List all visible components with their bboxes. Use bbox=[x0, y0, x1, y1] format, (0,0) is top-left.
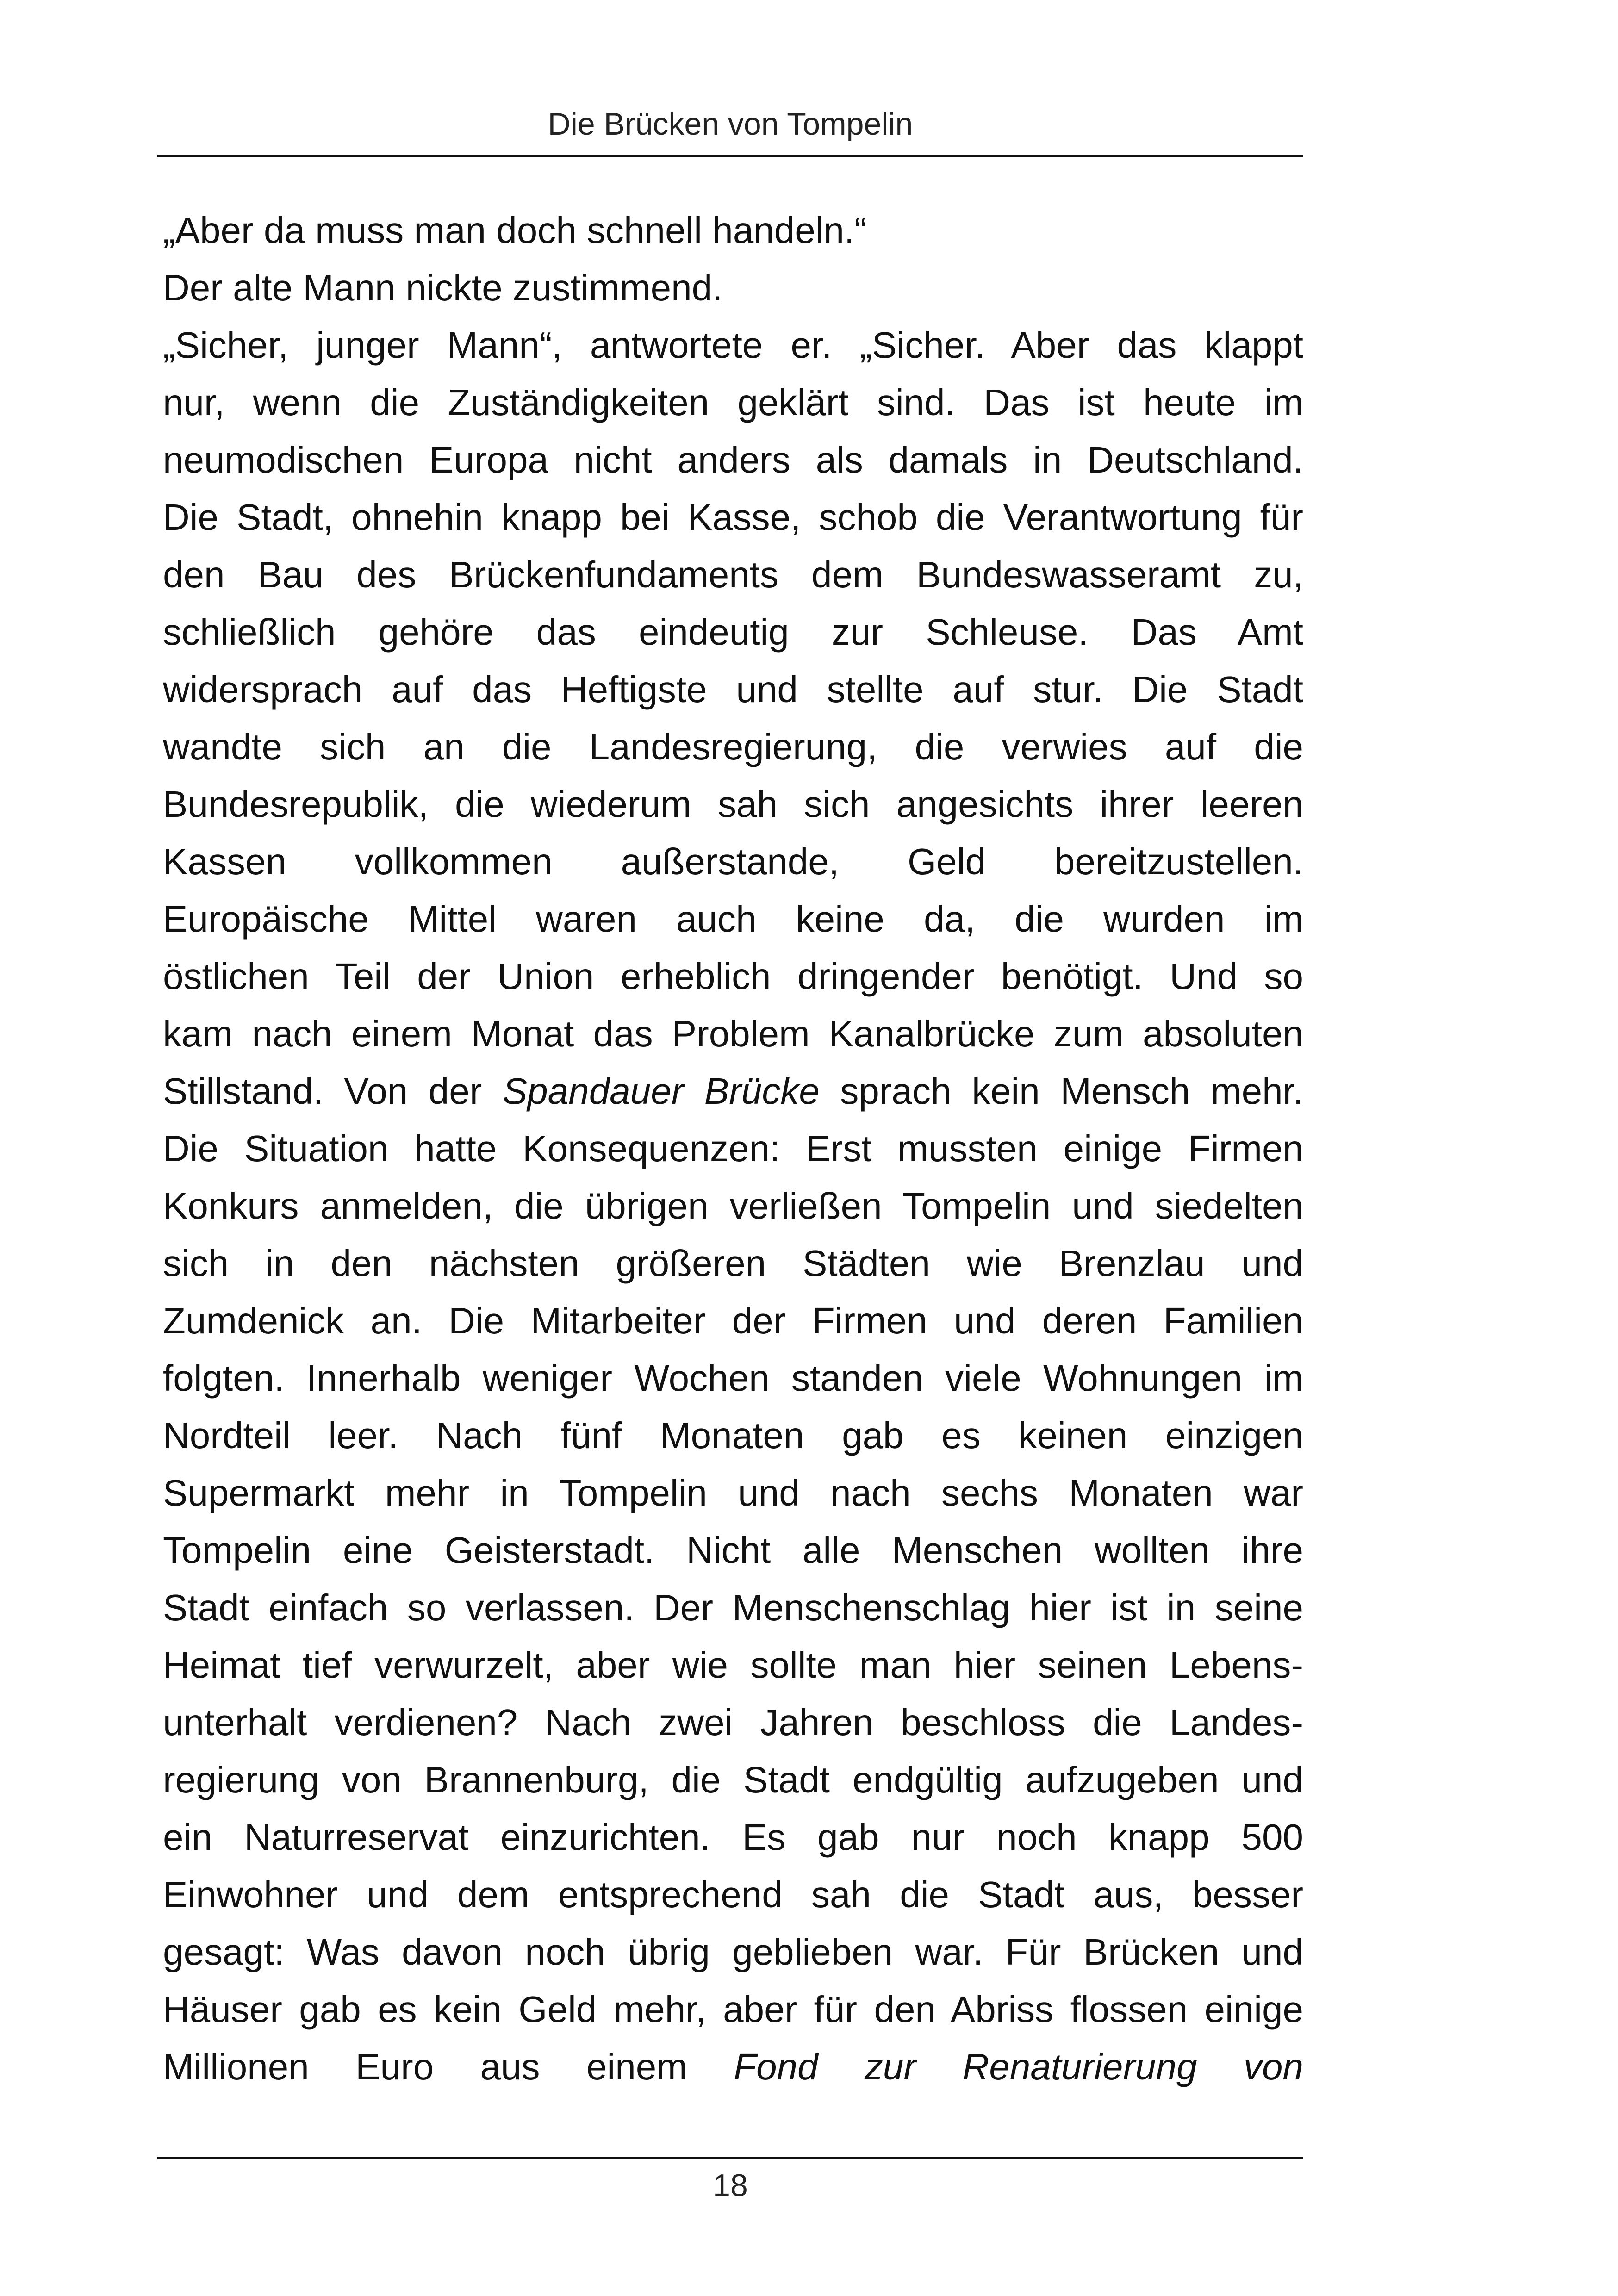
text-line: neumodischen Europa nicht anders als damals in Deutschland. bbox=[163, 439, 1303, 480]
italic-title: Fond zur Renaturierung von bbox=[734, 2046, 1303, 2087]
text-line: schließlich gehöre das eindeutig zur Schleuse. Das Amt bbox=[163, 611, 1303, 653]
text-line: Die Stadt, ohnehin knapp bei Kasse, schob die Verantwortung für bbox=[163, 497, 1303, 538]
text-line: nur, wenn die Zuständigkeiten geklärt sind. Das ist heute im bbox=[163, 382, 1303, 423]
text-line: Zumdenick an. Die Mitarbeiter der Firmen und deren Familien bbox=[163, 1300, 1303, 1341]
page-number: 18 bbox=[713, 2168, 748, 2203]
text-line: Supermarkt mehr in Tompelin und nach sechs Monaten war bbox=[163, 1472, 1303, 1513]
text-line: östlichen Teil der Union erheblich dringender benötigt. Und so bbox=[163, 956, 1303, 997]
body-text bbox=[163, 202, 1303, 2096]
text-line: Stadt einfach so verlassen. Der Menschenschlag hier ist in seine bbox=[163, 1587, 1303, 1628]
text-segment: Millionen Euro aus einem bbox=[163, 2046, 734, 2087]
text-line: Häuser gab es kein Geld mehr, aber für den Abriss flossen einige bbox=[163, 1989, 1303, 2030]
italic-title: Spandauer Brücke bbox=[502, 1070, 820, 1112]
text-line: kam nach einem Monat das Problem Kanalbrücke zum absoluten bbox=[163, 1013, 1303, 1054]
text-line: „Sicher, junger Mann“, antwortete er. „Sicher. Aber das klappt bbox=[163, 324, 1303, 366]
text-line bbox=[163, 2038, 1303, 2096]
text-line: den Bau des Brückenfundaments dem Bundeswasseramt zu, bbox=[163, 554, 1303, 595]
text-line: ein Naturreservat einzurichten. Es gab nur noch knapp 500 bbox=[163, 1817, 1303, 1858]
text-line: Heimat tief verwurzelt, aber wie sollte man hier seinen Lebens- bbox=[163, 1644, 1303, 1686]
text-line: Konkurs anmelden, die übrigen verließen Tompelin und siedelten bbox=[163, 1185, 1303, 1226]
text-line: regierung von Brannenburg, die Stadt endgültig aufzugeben und bbox=[163, 1759, 1303, 1800]
text-line: Tompelin eine Geisterstadt. Nicht alle Menschen wollten ihre bbox=[163, 1530, 1303, 1571]
header-rule bbox=[157, 155, 1303, 157]
text-line: „Aber da muss man doch schnell handeln.“ bbox=[163, 210, 867, 251]
text-line: Einwohner und dem entsprechend sah die Stadt aus, besser bbox=[163, 1874, 1303, 1915]
text-line: Die Situation hatte Konsequenzen: Erst mussten einige Firmen bbox=[163, 1128, 1303, 1169]
text-line: Kassen vollkommen außerstande, Geld bereitzustellen. bbox=[163, 841, 1303, 882]
text-line: Europäische Mittel waren auch keine da, die wurden im bbox=[163, 898, 1303, 940]
text-line: Der alte Mann nickte zustimmend. bbox=[163, 267, 723, 308]
text-line: widersprach auf das Heftigste und stellte auf stur. Die Stadt bbox=[163, 669, 1303, 710]
text-segment: sprach kein Mensch mehr. bbox=[819, 1070, 1304, 1112]
text-line: wandte sich an die Landesregierung, die verwies auf die bbox=[163, 726, 1303, 767]
text-line: Bundesrepublik, die wiederum sah sich angesichts ihrer leeren bbox=[163, 784, 1303, 825]
text-line: unterhalt verdienen? Nach zwei Jahren beschloss die Landes- bbox=[163, 1702, 1303, 1743]
text-line bbox=[163, 1063, 1303, 1120]
text-line: gesagt: Was davon noch übrig geblieben war. Für Brücken und bbox=[163, 1931, 1303, 1972]
footer-rule bbox=[157, 2157, 1303, 2159]
text-line: sich in den nächsten größeren Städten wie Brenzlau und bbox=[163, 1243, 1303, 1284]
running-head-title: Die Brücken von Tompelin bbox=[548, 106, 913, 142]
text-line: Nordteil leer. Nach fünf Monaten gab es keinen einzigen bbox=[163, 1415, 1303, 1456]
text-segment: Stillstand. Von der bbox=[163, 1070, 503, 1112]
text-line: folgten. Innerhalb weniger Wochen standen viele Wohnungen im bbox=[163, 1357, 1303, 1399]
